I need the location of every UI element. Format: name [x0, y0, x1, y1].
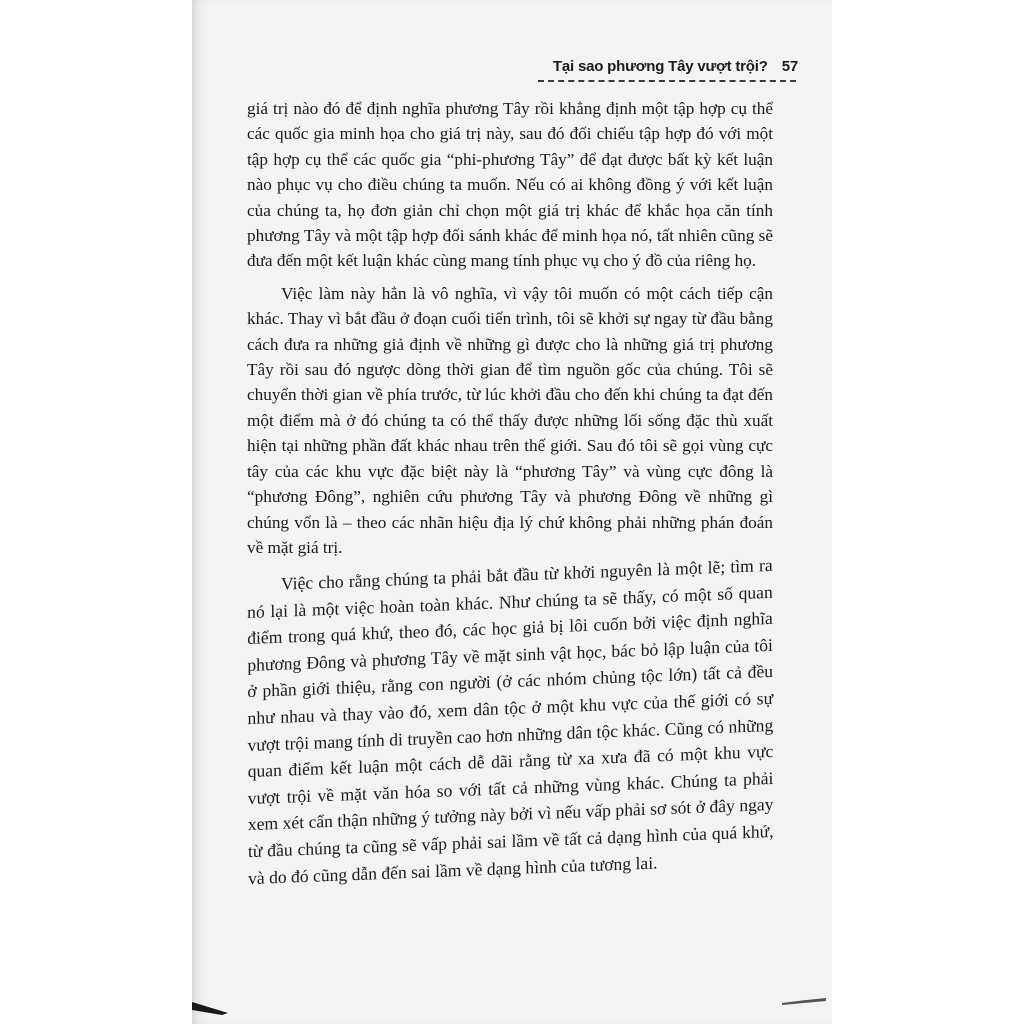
paragraph-1: giá trị nào đó để định nghĩa phương Tây rồi khẳng định một tập hợp cụ thể các quốc gia minh họa cho giá trị này, sau đó đối chiếu tập hợp đó với một tập hợp cụ thể các quốc gia “phi-phương Tây” để đạt được bất kỳ kết luận nào phục vụ cho điều chúng ta muốn. Nếu có ai không đồng ý với kết luận của chúng ta, họ đơn giản chỉ chọn một giá trị khác để khắc họa căn tính phương Tây và một tập hợp đối sánh khác để minh họa nó, tất nhiên cũng sẽ đưa đến một kết luận khác cùng mang tính phục vụ cho ý đồ của riêng họ. — [247, 99, 773, 271]
paragraph-3: Việc cho rằng chúng ta phải bắt đầu từ khởi nguyên là một lẽ; tìm ra nó lại là một việc hoàn toàn khác. Như chúng ta sẽ thấy, có một số quan điểm trong quá khứ, theo đó, các học giả bị lôi cuốn bởi việc định nghĩa phương Đông và phương Tây về mặt sinh vật học, bác bỏ lập luận của tôi ở phần giới thiệu, rằng con người (ở các nhóm chủng tộc lớn) tất cả đều như nhau và thay vào đó, xem dân tộc ở một khu vực của thế giới có sự vượt trội mang tính di truyền cao hơn những dân tộc khác. Cũng có những quan điểm kết luận một cách dễ dãi rằng từ xa xưa đã có một khu vực vượt trội về mặt văn hóa so với tất cả những vùng khác. Chúng ta phải xem xét cẩn thận những ý tưởng này bởi vì nếu vấp phải sơ sót ở đây ngay từ đầu chúng ta cũng sẽ vấp phải sai lầm về tất cả dạng hình của quá khứ, và do đó cũng dẫn đến sai lầm về dạng hình của tương lai. — [247, 555, 774, 889]
page-edge-shadow-left — [192, 1000, 232, 1016]
body-text — [247, 96, 773, 891]
page-edge-shadow-right — [782, 998, 826, 1006]
page-number: 57 — [781, 58, 798, 75]
running-title: Tại sao phương Tây vượt trội? — [552, 58, 768, 75]
paragraph-2: Việc làm này hẳn là vô nghĩa, vì vậy tôi muốn có một cách tiếp cận khác. Thay vì bắt đầu ở đoạn cuối tiến trình, tôi sẽ khởi sự ngay từ đầu bằng cách đưa ra những giả định về những gì được cho là những giá trị phương Tây rồi sau đó ngược dòng thời gian để tìm nguồn gốc của chúng. Tôi sẽ chuyển thời gian về phía trước, từ lúc khởi đầu cho đến khi chúng ta đạt đến một điểm mà ở đó chúng ta có thể thấy được những lối sống đặc thù xuất hiện tại những phần đất khác nhau trên thế giới. Sau đó tôi sẽ gọi vùng cực tây của các khu vực đặc biệt này là “phương Tây” và vùng cực đông là “phương Đông”, nghiên cứu phương Tây và phương Đông về những gì chúng vốn là – theo các nhãn hiệu địa lý chứ không phải những phán đoán về mặt giá trị. — [247, 283, 773, 557]
running-header — [540, 58, 798, 80]
header-dotted-rule — [538, 80, 796, 82]
